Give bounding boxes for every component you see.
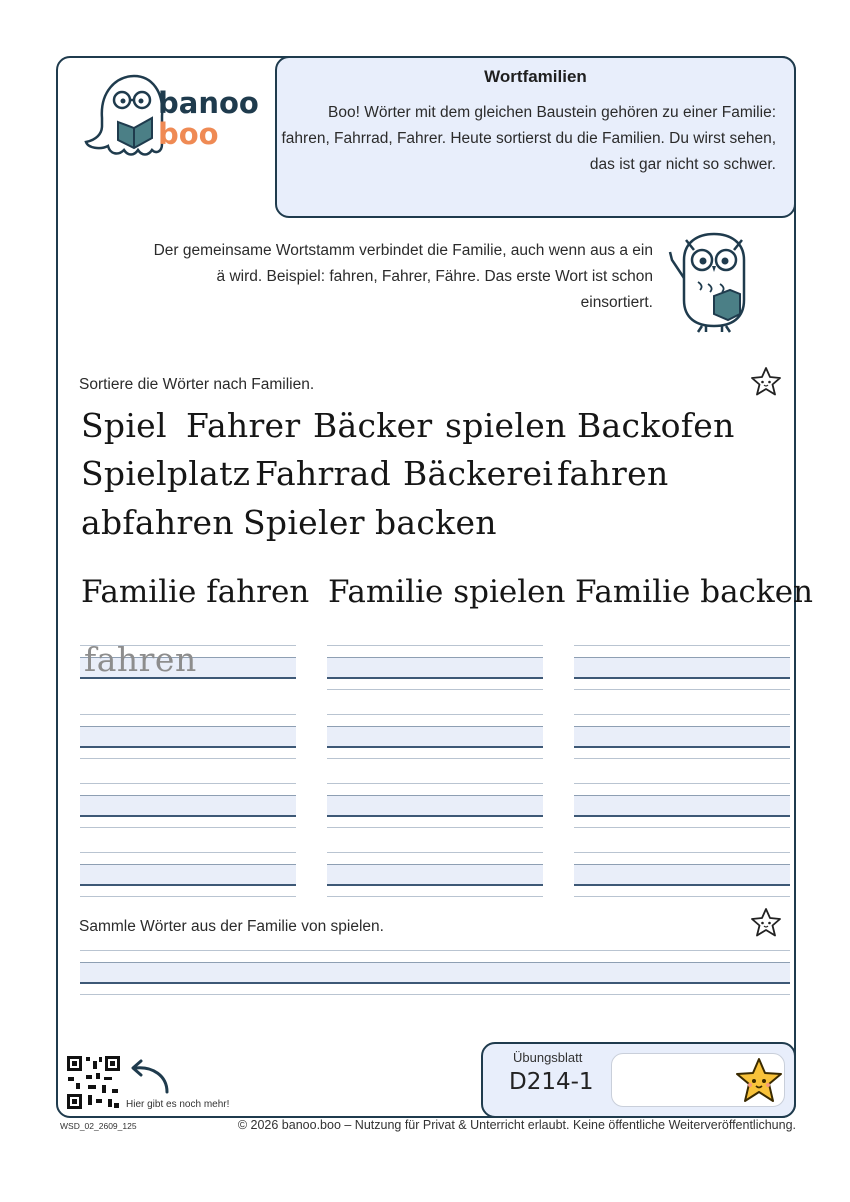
intro-box xyxy=(275,56,796,218)
family-heading: Familie spielen xyxy=(328,574,566,610)
task2-instruction: Sammle Wörter aus der Familie von spielen. xyxy=(79,918,384,935)
brand-logo xyxy=(158,88,259,150)
star-icon xyxy=(733,1056,785,1106)
sheet-label: Übungsblatt xyxy=(513,1050,583,1065)
word-card: spielen xyxy=(445,406,567,445)
word-card: Bäcker xyxy=(313,406,433,445)
qr-hint: Hier gibt es noch mehr! xyxy=(126,1099,230,1110)
document-code: WSD_02_2609_125 xyxy=(60,1121,137,1131)
task1-instruction: Sortiere die Wörter nach Familien. xyxy=(79,376,315,393)
brand-line2: boo xyxy=(158,117,219,151)
writing-line-task2[interactable] xyxy=(80,950,790,996)
curved-arrow-icon xyxy=(127,1058,175,1096)
example-answer: fahren xyxy=(84,640,197,679)
sheet-id: D214-1 xyxy=(509,1069,594,1095)
copyright: © 2026 banoo.boo – Nutzung für Privat & Unterricht erlaubt. Keine öffentliche Weiterveröffentlichung. xyxy=(237,1118,796,1132)
star-icon xyxy=(749,365,783,399)
word-card: Spieler xyxy=(243,503,365,542)
word-card: Fahrrad xyxy=(255,454,392,493)
owl-teacher-icon xyxy=(662,230,762,334)
word-card: fahren xyxy=(557,454,669,493)
word-card: Fahrer xyxy=(186,406,301,445)
word-card: Spielplatz xyxy=(81,454,251,493)
word-card: backen xyxy=(375,503,497,542)
qr-code-icon[interactable] xyxy=(66,1055,121,1110)
page-title: Wortfamilien xyxy=(484,67,587,86)
word-card: Backofen xyxy=(577,406,735,445)
word-card: Bäckerei xyxy=(403,454,554,493)
word-card: abfahren xyxy=(81,503,234,542)
writing-lines-fahren[interactable] xyxy=(80,645,296,921)
word-card: Spiel xyxy=(81,406,167,445)
hint-text: Der gemeinsame Wortstamm verbindet die Familie, auch wenn aus a ein ä wird. Beispiel: fahren, Fahrer, Fähre. Das erste Wort ist schon einsortiert. xyxy=(153,242,653,311)
brand-line1: banoo xyxy=(158,86,259,120)
family-heading: Familie fahren xyxy=(81,574,310,610)
writing-lines-backen[interactable] xyxy=(574,645,790,921)
sheet-badge xyxy=(481,1042,796,1118)
writing-lines-spielen[interactable] xyxy=(327,645,543,921)
intro-text: Boo! Wörter mit dem gleichen Baustein gehören zu einer Familie: fahren, Fahrrad, Fahrer. Heute sortierst du die Familien. Du wirst sehen, das ist gar nicht so schwer. xyxy=(281,104,776,173)
family-heading: Familie backen xyxy=(575,574,814,610)
star-icon xyxy=(749,906,783,940)
